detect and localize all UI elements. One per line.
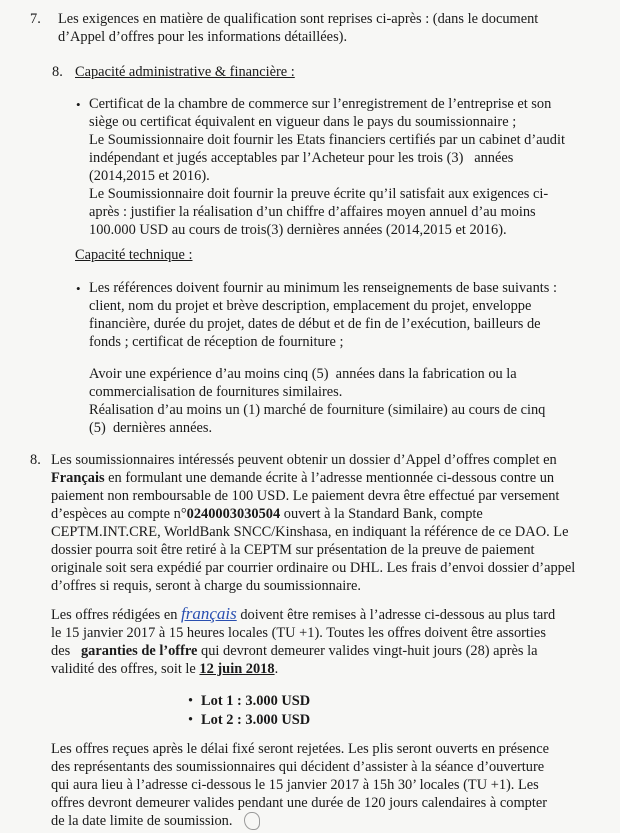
lot-item xyxy=(188,711,310,729)
technical-line: financière, durée du projet, dates de début et de fin de l’exécution, bailleurs de xyxy=(89,316,541,332)
offers-line-part: Les offres rédigées en xyxy=(51,607,181,623)
offers-line: le 15 janvier 2017 à 15 heures locales (TU +1). Toutes les offres doivent être assorties xyxy=(51,625,546,641)
language-bold: Français xyxy=(51,470,105,486)
technical-line: fonds ; certificat de réception de fourniture ; xyxy=(89,334,344,350)
closing-line: de la date limite de soumission. xyxy=(51,813,233,829)
item-8-line xyxy=(51,505,591,523)
closing-line: qui aura lieu à l’adresse ci-dessous le 15 janvier 2017 à 15h 30’ locales (TU +1). Les xyxy=(51,777,539,793)
item-8-line-part: ouvert à la Standard Bank, compte xyxy=(280,506,483,522)
offers-line-part: doivent être remises à l’adresse ci-dessous au plus tard xyxy=(236,607,556,623)
item-8-line-part: d’espèces au compte n° xyxy=(51,506,187,522)
technical-heading: Capacité technique : xyxy=(75,247,193,263)
item-7-number: 7. xyxy=(30,11,41,27)
admin-line: indépendant et jugés acceptables par l’Acheteur pour les trois (3) années xyxy=(89,150,514,166)
closing-paragraph xyxy=(51,740,591,830)
bullet-icon: • xyxy=(188,693,194,709)
offers-line-part: des xyxy=(51,643,81,659)
item-8-line-rest: en formulant une demande écrite à l’adresse mentionnée ci-dessous contre un xyxy=(104,470,555,486)
lot-label: Lot 1 : 3.000 USD xyxy=(201,693,311,709)
offers-line xyxy=(51,642,591,660)
validity-date: 12 juin 2018 xyxy=(199,661,275,677)
offers-line-part: qui devront demeurer valides vingt-huit jours (28) après la xyxy=(197,643,538,659)
admin-line: Certificat de la chambre de commerce sur l’enregistrement de l’entreprise et son xyxy=(89,96,552,112)
francais-link[interactable]: français xyxy=(181,604,237,623)
item-8-number: 8. xyxy=(30,452,41,468)
lot-label: Lot 2 : 3.000 USD xyxy=(201,712,311,728)
subsection-8-heading: Capacité administrative & financière : xyxy=(75,64,295,80)
technical-line: client, nom du projet et brève description, emplacement du projet, enveloppe xyxy=(89,298,532,314)
admin-line: Le Soumissionnaire doit fournir la preuve écrite qu’il satisfait aux exigences ci- xyxy=(89,186,549,202)
item-8-line: CEPTM.INT.CRE, WorldBank SNCC/Kinshasa, en indiquant la référence de ce DAO. Le xyxy=(51,524,569,540)
offers-line-part: validité des offres, soit le xyxy=(51,661,200,677)
technical-requirements xyxy=(89,279,587,351)
offers-line xyxy=(51,605,591,624)
offers-line-part: . xyxy=(274,661,279,677)
item-8-line: d’offres si requis, seront à charge du soumissionnaire. xyxy=(51,578,361,594)
initial-mark-icon xyxy=(244,812,260,830)
item-7-text xyxy=(58,10,588,46)
bullet-icon: • xyxy=(188,712,194,728)
item-8-text xyxy=(51,451,591,595)
technical-experience xyxy=(89,365,587,437)
technical-line: (5) dernières années. xyxy=(89,420,213,436)
subsection-8-number: 8. xyxy=(52,64,63,80)
technical-line: commercialisation de fournitures similaires. xyxy=(89,384,343,400)
guarantee-bold: garanties de l’offre xyxy=(80,643,198,659)
item-8-line: Les soumissionnaires intéressés peuvent obtenir un dossier d’Appel d’offres complet en xyxy=(51,452,557,468)
technical-line: Réalisation d’au moins un (1) marché de fourniture (similaire) au cours de cinq xyxy=(89,402,546,418)
admin-line: 100.000 USD au cours de trois(3) dernières années (2014,2015 et 2016). xyxy=(89,222,507,238)
item-7-line: Les exigences en matière de qualification sont reprises ci-après : (dans le document xyxy=(58,11,539,27)
admin-line: après : justifier la réalisation d’un chiffre d’affaires moyen annuel d’au moins xyxy=(89,204,536,220)
admin-requirements xyxy=(89,95,587,239)
admin-line: siège ou certificat équivalent en vigueur dans le pays du soumissionnaire ; xyxy=(89,114,517,130)
offers-paragraph xyxy=(51,605,591,678)
closing-line: des représentants des soumissionnaires qui décident d’assister à la séance d’ouverture xyxy=(51,759,545,775)
offers-line xyxy=(51,660,591,678)
closing-line: offres devront demeurer valides pendant une durée de 120 jours calendaires à compter xyxy=(51,795,548,811)
item-8-line: originale soit sera expédié par courrier ordinaire ou DHL. Les frais d’envoi dossier d’appel xyxy=(51,560,576,576)
admin-line: (2014,2015 et 2016). xyxy=(89,168,210,184)
bullet-icon: • xyxy=(76,281,81,296)
item-8-line: paiement non remboursable de 100 USD. Le paiement devra être effectué par versement xyxy=(51,488,560,504)
technical-line: Avoir une expérience d’au moins cinq (5) années dans la fabrication ou la xyxy=(89,366,517,382)
bullet-icon: • xyxy=(76,97,81,112)
admin-line: Le Soumissionnaire doit fournir les Etats financiers certifiés par un cabinet d’audit xyxy=(89,132,565,148)
item-7-line: d’Appel d’offres pour les informations détaillées). xyxy=(58,29,348,45)
lot-item xyxy=(188,692,310,710)
item-8-line xyxy=(51,469,591,487)
item-8-line: dossier pourra soit être retiré à la CEPTM sur présentation de la preuve de paiement xyxy=(51,542,535,558)
technical-line: Les références doivent fournir au minimum les renseignements de base suivants : xyxy=(89,280,557,296)
closing-line: Les offres reçues après le délai fixé seront rejetées. Les plis seront ouverts en présence xyxy=(51,741,550,757)
account-number: 0240003030504 xyxy=(186,506,281,522)
